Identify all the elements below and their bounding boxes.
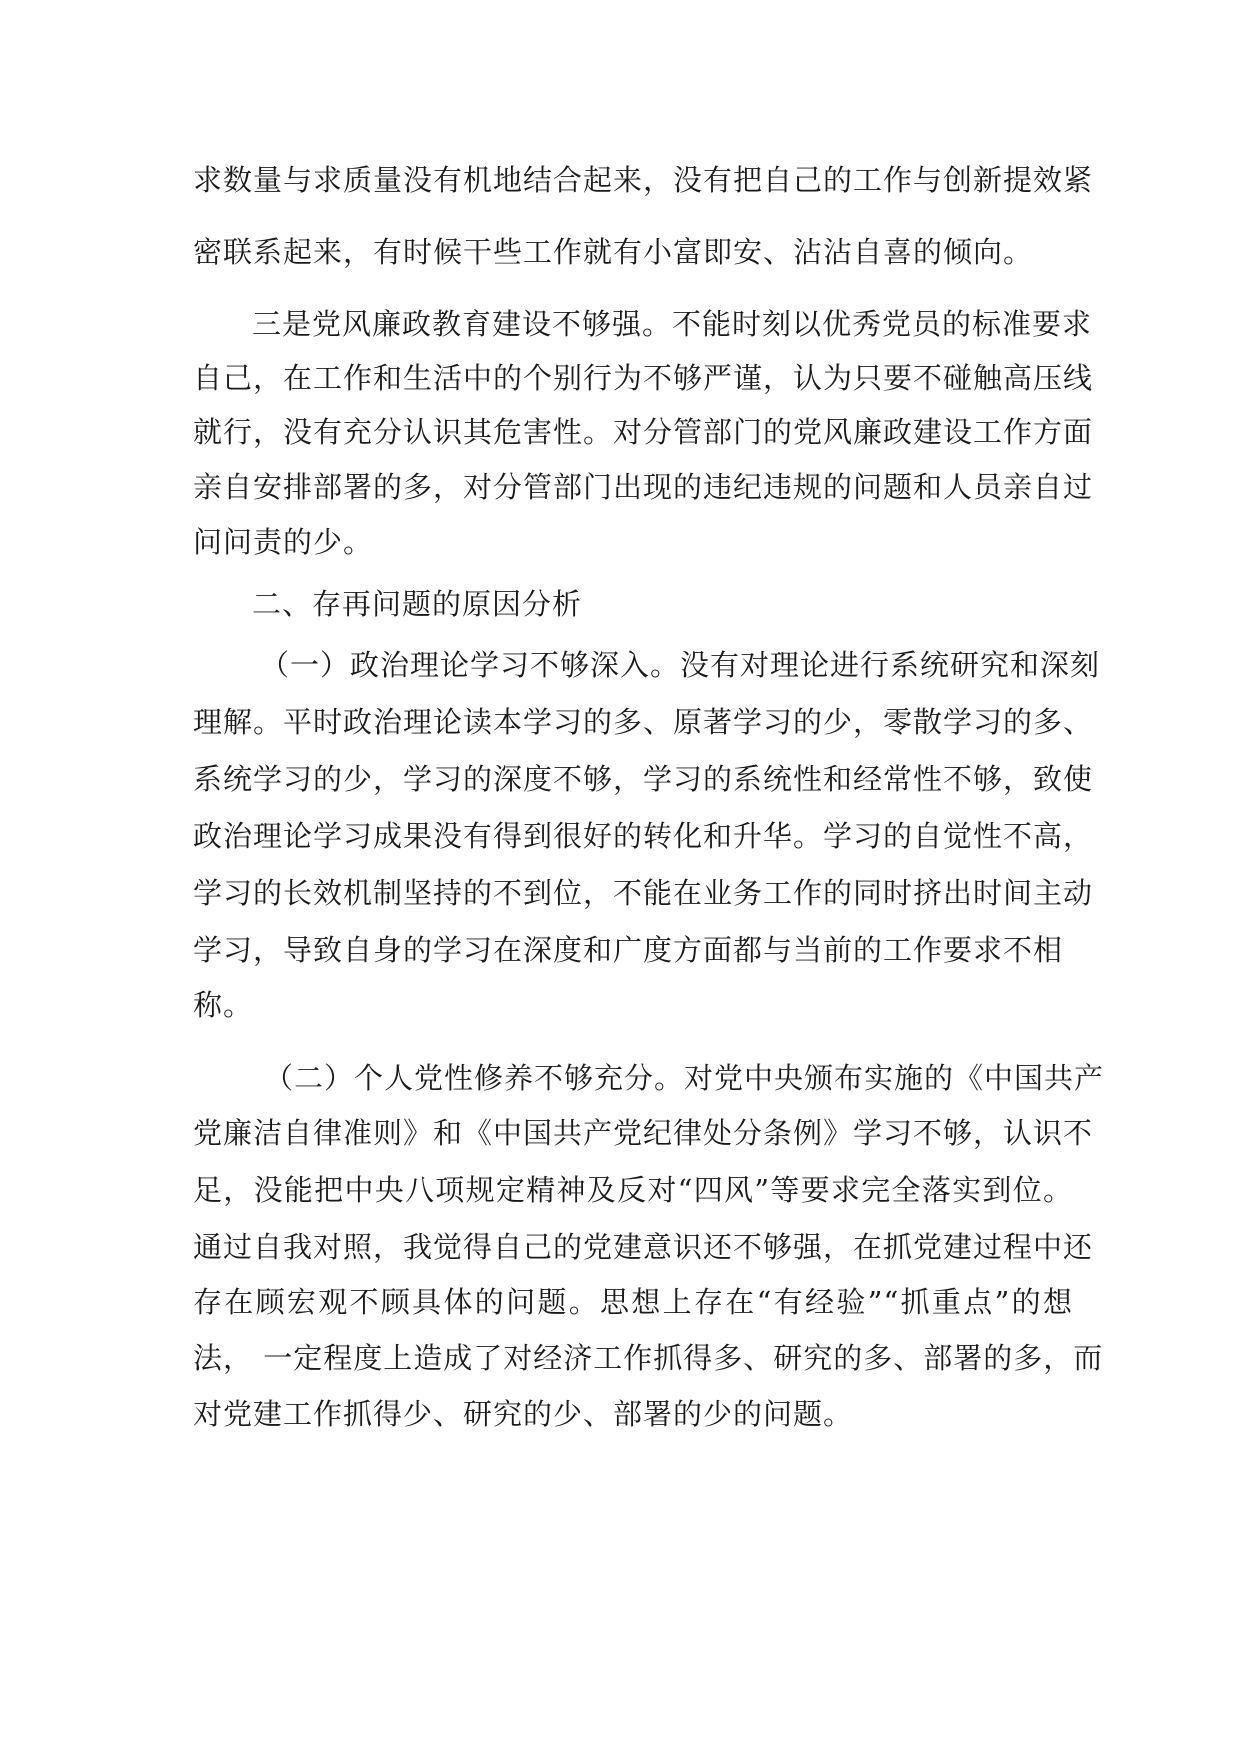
paragraph-line: 三是党风廉政教育建设不够强。不能时刻以优秀党员的标准要求 [252, 307, 1093, 341]
paragraph-line: （一）政治理论学习不够深入。没有对理论进行系统研究和深刻 [260, 648, 1101, 682]
paragraph-line: 足，没能把中央八项规定精神及反对“四风”等要求完全落实到位。 [193, 1173, 1073, 1207]
paragraph-line: 学习，导致自身的学习在深度和广度方面都与当前的工作要求不相 [193, 933, 1064, 967]
paragraph-line: （二）个人党性修养不够充分。对党中央颁布实施的《中国共产 [264, 1061, 1105, 1095]
paragraph-line: 存在顾宏观不顾具体的问题。思想上存在“有经验”“抓重点”的想 [193, 1285, 1073, 1319]
section-heading: 二、存再问题的原因分析 [252, 587, 583, 621]
paragraph-line: 政治理论学习成果没有得到很好的转化和升华。学习的自觉性不高， [193, 819, 1094, 853]
paragraph-line: 系统学习的少，学习的深度不够，学习的系统性和经常性不够，致使 [193, 762, 1094, 796]
paragraph-line: 理解。平时政治理论读本学习的多、原著学习的少，零散学习的多、 [193, 705, 1094, 739]
paragraph-line: 密联系起来，有时候干些工作就有小富即安、沾沾自喜的倾向。 [193, 235, 1034, 269]
paragraph-line: 法， 一定程度上造成了对经济工作抓得多、研究的多、部署的多，而 [193, 1341, 1104, 1375]
paragraph-line: 称。 [193, 988, 254, 1022]
paragraph-line: 党廉洁自律准则》和《中国共产党纪律处分条例》学习不够，认识不 [193, 1116, 1094, 1150]
paragraph-line: 问问责的少。 [193, 525, 374, 559]
paragraph-line: 求数量与求质量没有机地结合起来，没有把自己的工作与创新提效紧 [193, 163, 1094, 197]
paragraph-line: 对党建工作抓得少、研究的少、部署的少的问题。 [193, 1397, 854, 1431]
paragraph-line: 通过自我对照，我觉得自己的党建意识还不够强，在抓党建过程中还 [193, 1230, 1094, 1264]
paragraph-line: 亲自安排部署的多，对分管部门出现的违纪违规的问题和人员亲自过 [193, 470, 1094, 504]
paragraph-line: 自己，在工作和生活中的个别行为不够严谨，认为只要不碰触高压线 [193, 361, 1094, 395]
paragraph-line: 学习的长效机制坚持的不到位，不能在业务工作的同时挤出时间主动 [193, 876, 1094, 910]
paragraph-line: 就行，没有充分认识其危害性。对分管部门的党风廉政建设工作方面 [193, 415, 1094, 449]
